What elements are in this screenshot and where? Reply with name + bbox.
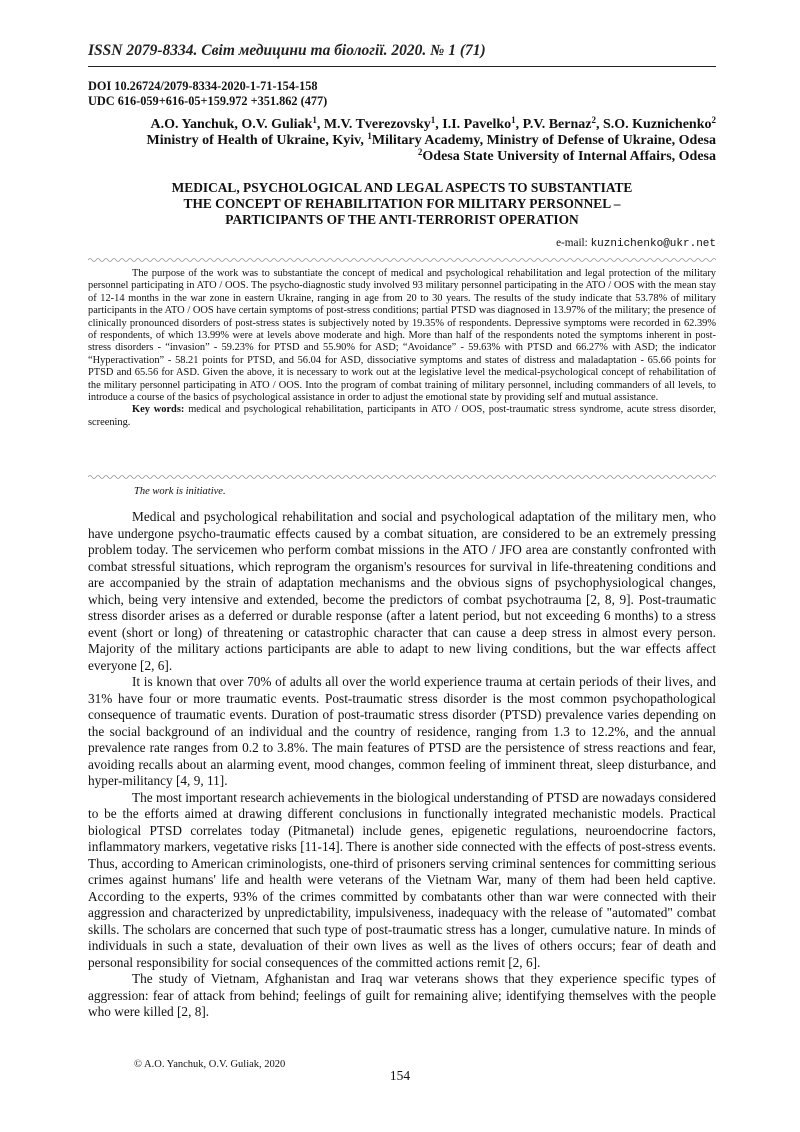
author-name: , M.V. Tverezovsky [316,117,431,132]
affiliation-mark: 2 [417,147,423,157]
article-title [88,180,716,228]
email-label: e-mail: [556,237,591,249]
affiliation-2 [88,149,716,165]
author-name: O.V. Guliak [241,117,313,132]
article-meta [88,79,716,109]
email-address[interactable]: kuznichenko@ukr.net [590,238,716,250]
author-affiliation-mark: 2 [591,115,596,125]
author-affiliation-mark: 2 [711,115,716,125]
abstract-text: The purpose of the work was to substantiate the concept of medical and psychological rehabilitation and legal protection of the military personnel participating in ATO / OOS. The psycho-diagnostic study involved 93 military personnel participating in the ATO / OOS with the mean stay of 12-14 months in the war zone in eastern Ukraine, ranging in age from 20 to 30 years. The results of the study indicate that 53.78% of military participants in the ATO / OOS have certain symptoms of post-stress conditions; partial PTSD was diagnosed in 13.97% of the military; the presence of clinically pronounced disorders of post-stress states is subjectively noted by 19.35% of respondents. Depressive symptoms were recorded in 62.39% of respondents, of which 13.99% were at levels above moderate and high. More than half of the respondents noted the symptoms inherent in post-stress disorders - “invasion” - 59.23% for PTSD and 55.90% for ASD; “Avoidance” - 59.63% with PTSD and 66.27% with ASD; the indicator “Hyperactivation” - 58.21 points for PTSD, and 56.04 for ASD, dissociative symptoms and states of distress and maladaptation - 65.66 points for PTSD and 65.56 for ASD. Given the above, it is necessary to work out at the legislative level the medical-psychological concept of rehabilitation of the military personnel participating in ATO / OOS. Into the program of combat training of military personnel, including commanders of all levels, to introduce a course of the basics of psychological assistance in order to adjust the emotional state by providing self and mutual assistance. [88,268,716,404]
header-rule [88,66,716,67]
authors-block [88,117,716,165]
author-name: , I.I. Pavelko [435,117,512,132]
doi: DOI 10.26724/2079-8334-2020-1-71-154-158 [88,79,318,93]
author-affiliation-mark: 1 [511,115,516,125]
title-line: MEDICAL, PSYCHOLOGICAL AND LEGAL ASPECTS TO SUBSTANTIATE [171,180,633,195]
author-affiliation-mark: 1 [312,115,317,125]
body-paragraph: The most important research achievements in the biological understanding of PTSD are nowadays considered to be the efforts aimed at drawing different conclusions in functionally integrated mechanistic models. Practical biological PTSD correlates today (Pitmanetal) include genes, epigenetic regulations, neuroendocrine factors, inflammatory markers, vegetative risks [11-14]. There is another side connected with the effects of post-stress events. Thus, according to American criminologists, one-third of prisoners serving criminal sentences for committing serious crimes against humans' life and health were veterans of the Vietnam War, many of them had been held captive. According to the experts, 93% of the crimes committed by combatants other than war were connected with their aggression and characterized by unpredictability, impulsiveness, inadequacy with the release of "automated" combat skills. The scholars are concerned that such type of post-traumatic stress has a longer, cumulative nature. In minds of individuals in such a state, devaluation of their own lives as well as the lives of others occurs; fear of death and personal responsibility for social consequences of the committed actions remit [2, 6]. [88,789,716,970]
funding-note: The work is initiative. [134,486,226,497]
copyright: © A.O. Yanchuk, O.V. Guliak, 2020 [134,1059,286,1070]
abstract-top-border [88,257,716,263]
article-body [88,509,716,1021]
body-paragraph: It is known that over 70% of adults all over the world experience trauma at certain periods of their lives, and 31% have four or more traumatic events. Post-traumatic stress disorder is the most common psychopathological consequence of traumatic events. Duration of post-traumatic stress disorder (PTSD) prevalence varies depending on the social background of an individual and the country of residence, ranging from 1.3 to 12.2%, and the annual prevalence rate ranges from 0.2 to 3.8%. The main features of PTSD are the persistence of stress reactions and fear, avoiding recalls about an alarming event, mood changes, common feeling of imminent threat, sleep disturbance, and hyper-militancy [4, 9, 11]. [88,674,716,788]
keywords-label: Key words: [132,404,185,416]
contact-email [88,237,716,250]
udc: UDC 616-059+616-05+159.972 +351.862 (477) [88,94,328,108]
author-name: , S.O. Kuznichenko [595,117,712,132]
title-line: PARTICIPANTS OF THE ANTI-TERRORIST OPERATION [225,212,579,227]
affiliation-university: Odesa State University of Internal Affairs, Odesa [422,149,716,164]
affiliation-academy: Military Academy, Ministry of Defense of Ukraine, Odesa [371,133,716,148]
title-line: THE CONCEPT OF REHABILITATION FOR MILITARY PERSONNEL – [183,196,621,211]
page-number: 154 [389,1068,411,1083]
keywords-list: medical and psychological rehabilitation, participants in ATO / OOS, post-traumatic stress syndrome, acute stress disorder, screening. [88,404,716,428]
abstract [88,268,716,429]
body-paragraph: The study of Vietnam, Afghanistan and Iraq war veterans shows that they experience specific types of aggression: fear of attack from behind; feelings of guilt for remaining alive; identifying themselves with the people who were killed [2, 8]. [88,971,716,1019]
author-name: , P.V. Bernaz [515,117,592,132]
affiliation-mark: 1 [367,131,372,141]
journal-header: ISSN 2079-8334. Світ медицини та біології. 2020. № 1 (71) [88,42,486,59]
author-name: A.O. Yanchuk, [150,117,242,132]
keywords [88,404,716,429]
affiliation-1 [88,133,716,149]
author-list [88,117,716,133]
body-paragraph: Medical and psychological rehabilitation and social and psychological adaptation of the military men, who have undergone psycho-traumatic effects caused by a combat situation, are considered to be an extremely pressing problem today. The servicemen who perform combat missions in the ATO / JFO area are constantly confronted with combat stressful situations, which reprogram the organism's resources for survival in life-threatening conditions and are accompanied by the strain of adaptation mechanisms and the obvious signs of psychophysiological changes, which, being very intensive and extended, become the predictors of combat psychotrauma [2, 8, 9]. Post-traumatic stress disorder arises as a deferred or durable response (after a latent period, but not exceeding 6 months) to a stress event (short or long) of threatening or catastrophic character that can cause a deep stress in almost every person. Majority of the military actions participants are able to adapt to new living conditions, but the war effects affect everyone [2, 6]. [88,509,716,673]
abstract-bottom-border [88,474,716,480]
author-affiliation-mark: 1 [430,115,436,125]
affiliation-ministry: Ministry of Health of Ukraine, Kyiv, [146,133,368,148]
